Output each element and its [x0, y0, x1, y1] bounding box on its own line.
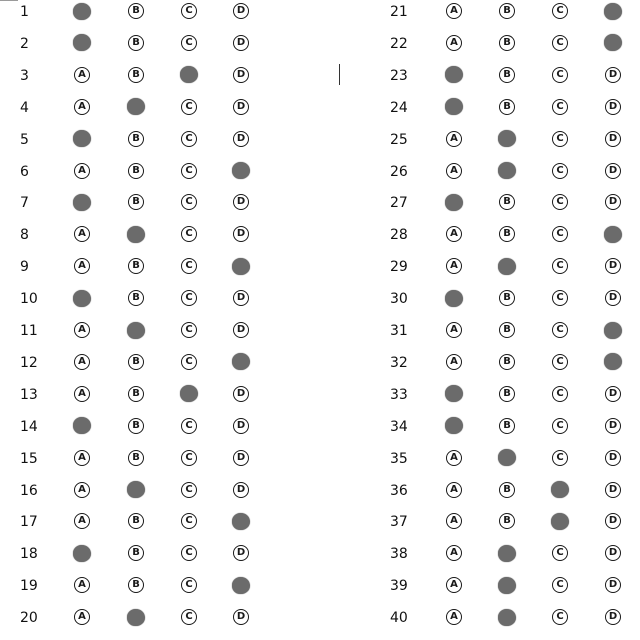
option-bubble-b[interactable]: B — [128, 418, 144, 434]
question-number: 36 — [390, 482, 408, 499]
question-number: 33 — [390, 386, 408, 403]
option-bubble-c-filled[interactable] — [551, 513, 569, 530]
option-bubble-c[interactable]: C — [181, 3, 197, 19]
option-bubble-d[interactable]: D — [605, 131, 621, 147]
option-bubble-b[interactable]: B — [128, 386, 144, 402]
option-bubble-b[interactable]: B — [128, 35, 144, 51]
option-bubble-d[interactable]: D — [233, 35, 249, 51]
option-bubble-c[interactable]: C — [181, 513, 197, 529]
question-number: 20 — [20, 610, 38, 627]
option-bubble-a-filled[interactable] — [445, 290, 463, 307]
question-row — [0, 352, 640, 374]
question-row — [0, 384, 640, 406]
option-bubble-a-filled[interactable] — [445, 417, 463, 434]
option-bubble-a-filled[interactable] — [445, 194, 463, 211]
option-bubble-d[interactable]: D — [605, 482, 621, 498]
option-bubble-c[interactable]: C — [181, 545, 197, 561]
question-number: 35 — [390, 450, 408, 467]
option-bubble-c[interactable]: C — [181, 418, 197, 434]
question-number: 22 — [390, 35, 408, 52]
option-bubble-d[interactable]: D — [605, 418, 621, 434]
option-bubble-d[interactable]: D — [605, 258, 621, 274]
option-bubble-c[interactable]: C — [552, 99, 568, 115]
option-bubble-a[interactable]: A — [446, 3, 462, 19]
option-bubble-a-filled[interactable] — [445, 98, 463, 115]
option-bubble-a[interactable]: A — [446, 258, 462, 274]
question-number: 5 — [20, 131, 29, 148]
option-bubble-a[interactable]: A — [74, 258, 90, 274]
option-bubble-b[interactable]: B — [128, 290, 144, 306]
option-bubble-b-filled[interactable] — [498, 449, 516, 466]
option-bubble-c[interactable]: C — [552, 354, 568, 370]
question-number: 27 — [390, 195, 408, 212]
question-number: 21 — [390, 4, 408, 20]
question-number: 30 — [390, 291, 408, 308]
option-bubble-c[interactable]: C — [181, 290, 197, 306]
option-bubble-c[interactable]: C — [181, 482, 197, 498]
option-bubble-c[interactable]: C — [181, 226, 197, 242]
option-bubble-b[interactable]: B — [499, 194, 515, 210]
option-bubble-a[interactable]: A — [74, 513, 90, 529]
option-bubble-a[interactable]: A — [446, 482, 462, 498]
option-bubble-a[interactable]: A — [74, 450, 90, 466]
question-row — [0, 129, 640, 151]
option-bubble-a[interactable]: A — [446, 450, 462, 466]
option-bubble-c[interactable]: C — [552, 545, 568, 561]
option-bubble-d[interactable]: D — [605, 513, 621, 529]
option-bubble-d[interactable]: D — [605, 545, 621, 561]
question-number: 26 — [390, 163, 408, 180]
question-number: 11 — [20, 323, 38, 339]
option-bubble-a[interactable]: A — [446, 354, 462, 370]
question-row — [0, 33, 640, 55]
question-number: 29 — [390, 259, 408, 276]
option-bubble-c[interactable]: C — [181, 322, 197, 338]
option-bubble-a[interactable]: A — [74, 163, 90, 179]
option-bubble-b[interactable]: B — [499, 513, 515, 529]
question-number: 8 — [20, 227, 29, 244]
option-bubble-b[interactable]: B — [128, 513, 144, 529]
option-bubble-a[interactable]: A — [446, 322, 462, 338]
option-bubble-b[interactable]: B — [499, 226, 515, 242]
option-bubble-c-filled[interactable] — [551, 481, 569, 498]
option-bubble-c[interactable]: C — [181, 194, 197, 210]
option-bubble-c[interactable]: C — [552, 418, 568, 434]
option-bubble-b[interactable]: B — [128, 194, 144, 210]
option-bubble-b[interactable]: B — [499, 354, 515, 370]
option-bubble-d[interactable]: D — [605, 577, 621, 593]
option-bubble-c[interactable]: C — [552, 258, 568, 274]
option-bubble-d[interactable]: D — [605, 450, 621, 466]
question-number: 34 — [390, 418, 408, 435]
option-bubble-d-filled[interactable] — [604, 353, 622, 370]
question-number: 2 — [20, 35, 29, 52]
option-bubble-d-filled[interactable] — [604, 3, 622, 20]
option-bubble-a-filled[interactable] — [445, 385, 463, 402]
question-number: 18 — [20, 546, 38, 563]
question-row — [0, 543, 640, 565]
option-bubble-a[interactable]: A — [74, 482, 90, 498]
option-bubble-a[interactable]: A — [74, 577, 90, 593]
option-bubble-c[interactable]: C — [552, 194, 568, 210]
question-row — [0, 416, 640, 438]
option-bubble-a[interactable]: A — [74, 354, 90, 370]
option-bubble-b[interactable]: B — [499, 3, 515, 19]
option-bubble-b[interactable]: B — [128, 545, 144, 561]
question-number: 37 — [390, 514, 408, 531]
option-bubble-c[interactable]: C — [552, 3, 568, 19]
option-bubble-d[interactable]: D — [233, 99, 249, 115]
option-bubble-a[interactable]: A — [74, 609, 90, 625]
question-number: 24 — [390, 99, 408, 116]
option-bubble-c[interactable]: C — [552, 67, 568, 83]
option-bubble-a[interactable]: A — [446, 513, 462, 529]
option-bubble-b-filled[interactable] — [498, 577, 516, 594]
option-bubble-c[interactable]: C — [181, 609, 197, 625]
option-bubble-b[interactable]: B — [499, 322, 515, 338]
option-bubble-d[interactable]: D — [605, 290, 621, 306]
question-row — [0, 607, 640, 629]
option-bubble-b[interactable]: B — [128, 131, 144, 147]
option-bubble-a[interactable]: A — [74, 99, 90, 115]
option-bubble-c[interactable]: C — [552, 35, 568, 51]
option-bubble-a[interactable]: A — [446, 609, 462, 625]
option-bubble-d[interactable]: D — [233, 226, 249, 242]
question-number: 32 — [390, 354, 408, 371]
option-bubble-d[interactable]: D — [233, 3, 249, 19]
question-number: 3 — [20, 67, 29, 84]
option-bubble-d-filled[interactable] — [604, 322, 622, 339]
option-bubble-d[interactable]: D — [233, 131, 249, 147]
question-row — [0, 575, 640, 597]
question-number: 38 — [390, 546, 408, 563]
question-row — [0, 1, 640, 23]
option-bubble-b-filled[interactable] — [498, 130, 516, 147]
question-row — [0, 192, 640, 214]
option-bubble-d-filled[interactable] — [604, 34, 622, 51]
option-bubble-c[interactable]: C — [552, 386, 568, 402]
option-bubble-c[interactable]: C — [181, 35, 197, 51]
question-number: 7 — [20, 195, 29, 212]
option-bubble-c[interactable]: C — [181, 258, 197, 274]
option-bubble-c[interactable]: C — [181, 354, 197, 370]
question-number: 17 — [20, 514, 38, 531]
option-bubble-c[interactable]: C — [552, 163, 568, 179]
option-bubble-c[interactable]: C — [181, 99, 197, 115]
option-bubble-c[interactable]: C — [552, 290, 568, 306]
option-bubble-b[interactable]: B — [128, 354, 144, 370]
option-bubble-d[interactable]: D — [605, 99, 621, 115]
option-bubble-b[interactable]: B — [499, 386, 515, 402]
question-number: 10 — [20, 291, 38, 308]
option-bubble-b[interactable]: B — [499, 67, 515, 83]
option-bubble-b[interactable]: B — [499, 35, 515, 51]
question-row — [0, 480, 640, 502]
option-bubble-a[interactable]: A — [446, 545, 462, 561]
option-bubble-c[interactable]: C — [181, 577, 197, 593]
question-number: 19 — [20, 578, 38, 595]
question-number: 40 — [390, 610, 408, 627]
option-bubble-d[interactable]: D — [233, 386, 249, 402]
question-number: 31 — [390, 323, 408, 339]
option-bubble-d[interactable]: D — [233, 322, 249, 338]
option-bubble-d-filled[interactable] — [604, 226, 622, 243]
option-bubble-d[interactable]: D — [233, 67, 249, 83]
option-bubble-c[interactable]: C — [181, 163, 197, 179]
option-bubble-b-filled[interactable] — [498, 545, 516, 562]
option-bubble-d[interactable]: D — [605, 163, 621, 179]
option-bubble-a-filled[interactable] — [445, 66, 463, 83]
option-bubble-a[interactable]: A — [74, 386, 90, 402]
option-bubble-a[interactable]: A — [74, 226, 90, 242]
question-row — [0, 224, 640, 246]
option-bubble-a[interactable]: A — [74, 322, 90, 338]
option-bubble-b-filled[interactable] — [498, 162, 516, 179]
option-bubble-d[interactable]: D — [233, 290, 249, 306]
option-bubble-c[interactable]: C — [181, 131, 197, 147]
question-row — [0, 320, 640, 342]
option-bubble-b[interactable]: B — [128, 163, 144, 179]
option-bubble-c[interactable]: C — [552, 131, 568, 147]
question-number: 16 — [20, 482, 38, 499]
option-bubble-b-filled[interactable] — [498, 609, 516, 626]
question-row — [0, 97, 640, 119]
option-bubble-d[interactable]: D — [233, 609, 249, 625]
option-bubble-b[interactable]: B — [499, 482, 515, 498]
option-bubble-d[interactable]: D — [605, 386, 621, 402]
option-bubble-d[interactable]: D — [605, 67, 621, 83]
question-number: 12 — [20, 354, 38, 371]
question-row — [0, 256, 640, 278]
option-bubble-c[interactable]: C — [181, 450, 197, 466]
option-bubble-b[interactable]: B — [128, 67, 144, 83]
option-bubble-c[interactable]: C — [552, 450, 568, 466]
option-bubble-a[interactable]: A — [446, 163, 462, 179]
question-row — [0, 65, 640, 87]
question-number: 14 — [20, 418, 38, 435]
option-bubble-d[interactable]: D — [233, 482, 249, 498]
option-bubble-d[interactable]: D — [605, 609, 621, 625]
question-row — [0, 161, 640, 183]
question-number: 39 — [390, 578, 408, 595]
question-number: 1 — [20, 4, 29, 20]
option-bubble-d[interactable]: D — [233, 194, 249, 210]
question-row — [0, 448, 640, 470]
option-bubble-c[interactable]: C — [552, 226, 568, 242]
option-bubble-b[interactable]: B — [128, 450, 144, 466]
question-number: 6 — [20, 163, 29, 180]
question-number: 25 — [390, 131, 408, 148]
option-bubble-d[interactable]: D — [233, 418, 249, 434]
question-number: 4 — [20, 99, 29, 116]
option-bubble-b[interactable]: B — [499, 418, 515, 434]
option-bubble-a[interactable]: A — [446, 35, 462, 51]
option-bubble-a[interactable]: A — [446, 577, 462, 593]
question-number: 15 — [20, 450, 38, 467]
question-number: 9 — [20, 259, 29, 276]
option-bubble-d[interactable]: D — [233, 545, 249, 561]
option-bubble-c[interactable]: C — [552, 609, 568, 625]
question-number: 13 — [20, 386, 38, 403]
option-bubble-c[interactable]: C — [552, 577, 568, 593]
question-number: 28 — [390, 227, 408, 244]
option-bubble-a[interactable]: A — [446, 226, 462, 242]
option-bubble-b[interactable]: B — [499, 99, 515, 115]
option-bubble-b[interactable]: B — [128, 258, 144, 274]
option-bubble-d[interactable]: D — [233, 450, 249, 466]
option-bubble-a[interactable]: A — [446, 131, 462, 147]
option-bubble-a[interactable]: A — [74, 67, 90, 83]
option-bubble-b[interactable]: B — [128, 3, 144, 19]
option-bubble-b-filled[interactable] — [498, 258, 516, 275]
option-bubble-b[interactable]: B — [499, 290, 515, 306]
option-bubble-c[interactable]: C — [552, 322, 568, 338]
question-row — [0, 288, 640, 310]
question-row — [0, 511, 640, 533]
question-number: 23 — [390, 67, 408, 84]
option-bubble-d[interactable]: D — [605, 194, 621, 210]
option-bubble-b[interactable]: B — [128, 577, 144, 593]
